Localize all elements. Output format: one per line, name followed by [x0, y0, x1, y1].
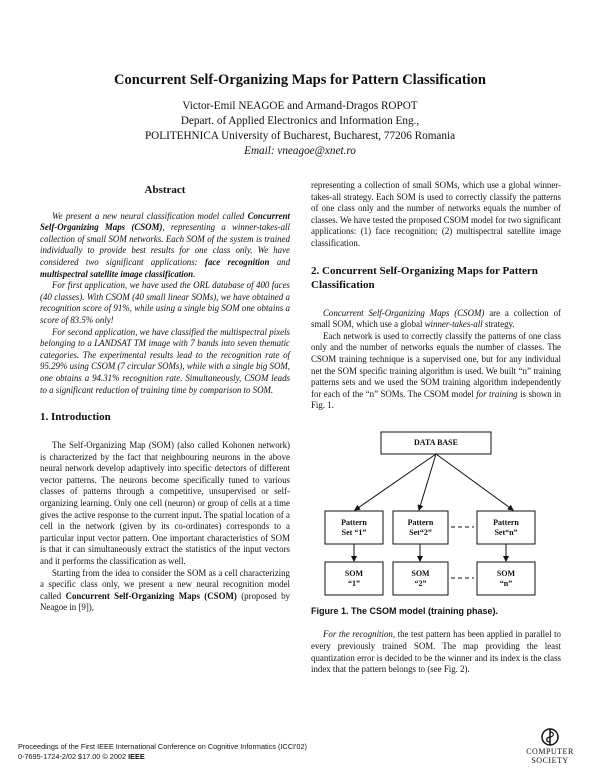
intro-paragraph-1: The Self-Organizing Map (SOM) (also called Kohonen network) is characterized by the fact that neighbouring neurons in the above neural network develop adaptively into specific detectors of different vector patterns. The neurons become specifically tuned to various classes of patterns through a competitive, unsupervised or self-organizing learning. Only one cell (neuron) or group of cells at a time gives the active response to the current input. The spatial location of a cell in the network (given by its co-ordinates) corresponds to a particular input vector pattern. One important characteristics of SOM is that it can simultaneously extract the statistics of the input vectors and it performs the classification as well.	[40, 440, 290, 567]
arrow-database-set1	[355, 454, 436, 510]
continued-paragraph: representing a collection of small SOMs, which use a global winner-takes-all strategy. Each SOM is used to correctly classify the patterns of one class only and the number of networks equals the number of classes. We have tested the proposed CSOM model for two significant applications: (1) face recognition; (2) multispectral satellite image classification.	[311, 180, 561, 248]
figure-caption: Figure 1. The CSOM model (training phase).	[311, 605, 499, 616]
abstract-body	[40, 211, 290, 397]
abstract-paragraph-1: We present a new neural classification model called Concurrent Self-Organizing Maps (CSOM), representing a winner-takes-all collection of small SOM networks. Each SOM of the system is trained individually to provide best results for one class only. We have considered two significant applications: face recognition and multispectral satellite image classification.	[40, 210, 291, 279]
abstract-paragraph-2: For first application, we have used the ORL database of 400 faces (40 classes). With CSOM (40 small linear SOMs), we have obtained a recognition score of 91%, while using a single big SOM one obtains a score of 83.5% only!	[40, 280, 290, 325]
paper-title: Concurrent Self-Organizing Maps for Pattern Classification	[114, 72, 486, 88]
left-column	[40, 180, 290, 614]
pattern-set-2-label: Pattern Set“2”	[407, 517, 434, 537]
section-heading-csom: 2. Concurrent Self-Organizing Maps for Pattern Classification	[311, 264, 538, 291]
database-label: DATA BASE	[414, 437, 458, 447]
csom-paragraph-1: Concurrent Self-Organizing Maps (CSOM) are a collection of small SOM, which use a global winner-takes-all strategy.	[311, 307, 561, 330]
som-1-label: SOM “1”	[344, 568, 364, 588]
logo-word-society: SOCIETY	[531, 756, 569, 765]
author-email: Email: vneagoe@xnet.ro	[244, 145, 356, 157]
pattern-set-n-label: Pattern Set“n”	[493, 517, 519, 537]
page-footer	[18, 742, 307, 762]
computer-society-logo	[520, 728, 580, 768]
author-names: Victor-Emil NEAGOE and Armand-Dragos ROPOT	[182, 100, 418, 112]
affiliation-line-1: Depart. of Applied Electronics and Information Eng.,	[180, 115, 420, 127]
footer-isbn: 0-7695-1724-2/02 $17.00 © 2002 IEEE	[18, 752, 145, 761]
author-block	[40, 99, 560, 159]
arrow-database-setn	[436, 454, 513, 510]
som-2-label: SOM “2”	[411, 568, 430, 588]
arrow-database-set2	[419, 454, 436, 510]
society-emblem-icon	[541, 728, 559, 746]
right-column	[311, 180, 561, 676]
footer-proceedings: Proceedings of the First IEEE International Conference on Cognitive Informatics (ICCI'02)	[18, 742, 307, 751]
abstract-heading: Abstract	[144, 184, 186, 196]
section-heading-introduction: 1. Introduction	[40, 411, 111, 424]
abstract-paragraph-3: For second application, we have classified the multispectral pixels belonging to a LANDSAT TM image with 7 bands into seven thematic categories. The experimental results lead to the recognition rate of 95.29% using CSOM (7 circular SOMs), while with a single big SOM, one obtains a 94.31% recognition rate. Simultaneously, CSOM leads to a significant reduction of training time by comparison to SOM.	[40, 326, 290, 395]
intro-paragraph-2: Starting from the idea to consider the SOM as a cell characterizing a specific class only, we present a new neural recognition model called Concurrent Self-Organizing Maps (CSOM) (proposed by Neagoe in [9]),	[40, 567, 290, 613]
figure-csom-diagram	[311, 430, 561, 602]
som-n-label: SOM “n”	[496, 568, 516, 588]
pattern-set-1-label: Pattern Set “1”	[341, 517, 367, 537]
csom-paragraph-3: For the recognition, the test pattern has been applied in parallel to every previously trained SOM. The map providing the least quantization error is decided to be the winner and its index is the class index that the pattern belongs to (see Fig. 2).	[311, 629, 561, 675]
logo-word-computer: COMPUTER	[526, 747, 574, 756]
csom-paragraph-2: Each network is used to correctly classify the patterns of one class only and the number of networks equals the number of classes. The CSOM training technique is a supervised one, but for any individual net the SOM specific training algorithm is used. We built “n” training patterns sets and we used the SOM training algorithm independently for each of the “n” SOMs. The CSOM model for training is shown in Fig. 1.	[311, 330, 561, 411]
affiliation-line-2: POLITEHNICA University of Bucharest, Bucharest, 77206 Romania	[144, 130, 456, 142]
